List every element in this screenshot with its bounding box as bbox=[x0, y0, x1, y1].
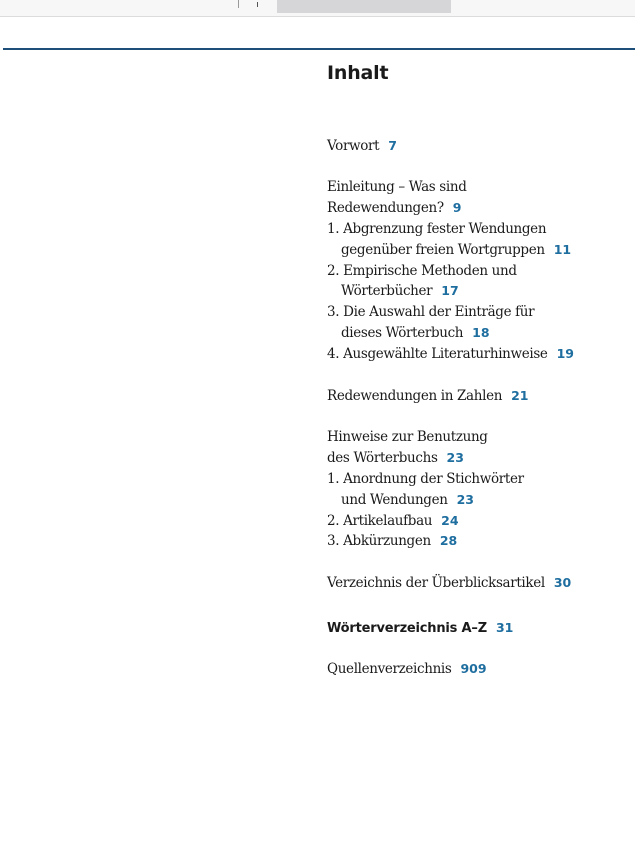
toc-entry-hinweise-line2[interactable] bbox=[327, 449, 464, 467]
toc-entry-label: und Wendungen bbox=[341, 492, 448, 508]
toolbar-tab[interactable] bbox=[277, 0, 451, 13]
toc-entry-einleitung-line1[interactable]: Einleitung – Was sind bbox=[327, 179, 467, 195]
toolbar-separator bbox=[238, 0, 239, 8]
toc-entry-methoden-line1[interactable]: 2. Empirische Methoden und bbox=[327, 263, 517, 279]
toc-entry-label: Redewendungen? bbox=[327, 200, 444, 216]
toc-entry-artikelaufbau[interactable] bbox=[327, 512, 459, 530]
toc-entry-label: Wörterverzeichnis A–Z bbox=[327, 621, 487, 636]
toc-entry-label: 4. Ausgewählte Literaturhinweise bbox=[327, 346, 548, 362]
toc-entry-label: gegenüber freien Wortgruppen bbox=[341, 242, 545, 258]
toc-entry-methoden-line2[interactable] bbox=[341, 282, 459, 300]
toc-entry-anordnung-line2[interactable] bbox=[341, 491, 474, 509]
toc-entry-label: dieses Wörterbuch bbox=[341, 325, 464, 341]
toc-entry-zahlen[interactable] bbox=[327, 387, 528, 405]
toc-entry-label: Quellenverzeichnis bbox=[327, 661, 452, 677]
toc-page-number: 909 bbox=[460, 661, 487, 676]
toc-page-number: 11 bbox=[553, 242, 572, 257]
toc-entry-label: 3. Abkürzungen bbox=[327, 533, 431, 549]
toc-entry-anordnung-line1[interactable]: 1. Anordnung der Stichwörter bbox=[327, 471, 524, 487]
header-rule bbox=[3, 48, 635, 50]
toc-page-number: 19 bbox=[556, 346, 574, 361]
toc-entry-einleitung-line2[interactable] bbox=[327, 199, 461, 217]
viewer-toolbar bbox=[0, 0, 635, 17]
toc-page-number: 21 bbox=[511, 388, 529, 403]
toc-page-number: 7 bbox=[388, 138, 397, 153]
toc-page-number: 30 bbox=[553, 575, 572, 590]
toc-entry-woerterverzeichnis[interactable] bbox=[327, 619, 513, 638]
toc-entry-vorwort[interactable] bbox=[327, 137, 397, 155]
toc-entry-label: Redewendungen in Zahlen bbox=[327, 388, 503, 404]
toc-entry-verzeichnis[interactable] bbox=[327, 574, 571, 592]
toc-entry-abkuerzungen[interactable] bbox=[327, 532, 457, 550]
toc-page-number: 23 bbox=[446, 450, 464, 465]
toc-entry-label: Wörterbücher bbox=[341, 283, 433, 299]
toc-page-number: 24 bbox=[441, 513, 459, 528]
toc-entry-literatur[interactable] bbox=[327, 345, 574, 363]
toolbar-marker bbox=[257, 2, 258, 7]
toc-entry-label: 2. Artikelaufbau bbox=[327, 513, 433, 529]
toc-entry-auswahl-line1[interactable]: 3. Die Auswahl der Einträge für bbox=[327, 304, 535, 320]
toc-entry-hinweise-line1[interactable]: Hinweise zur Benutzung bbox=[327, 429, 488, 445]
page-title: Inhalt bbox=[327, 62, 389, 84]
toc-page-number: 17 bbox=[441, 283, 459, 298]
toc-page-number: 18 bbox=[472, 325, 490, 340]
toc-entry-label: des Wörterbuchs bbox=[327, 450, 438, 466]
toc-entry-abgrenzung-line2[interactable] bbox=[341, 241, 571, 259]
toc-page-number: 31 bbox=[495, 620, 514, 635]
toc-page-number: 28 bbox=[439, 533, 458, 548]
toc-entry-quellen[interactable] bbox=[327, 660, 487, 678]
toc-page-number: 23 bbox=[456, 492, 474, 507]
toc-entry-abgrenzung-line1[interactable]: 1. Abgrenzung fester Wendungen bbox=[327, 221, 547, 237]
toc-entry-label: Verzeichnis der Überblicksartikel bbox=[327, 575, 545, 591]
toc-page-number: 9 bbox=[452, 200, 462, 215]
toc-entry-auswahl-line2[interactable] bbox=[341, 324, 490, 342]
toc-entry-label: Vorwort bbox=[327, 138, 380, 154]
